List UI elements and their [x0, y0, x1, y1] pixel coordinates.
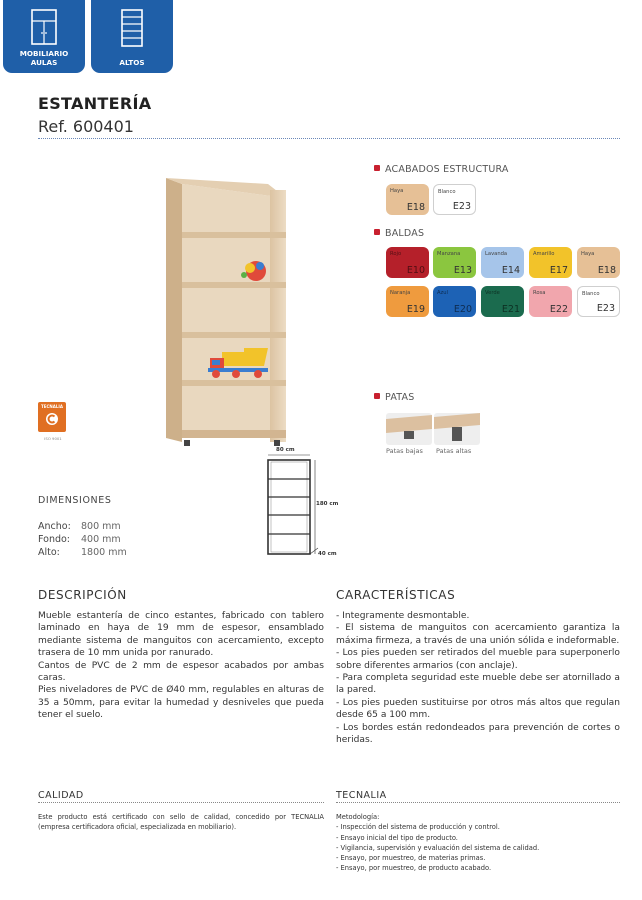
swatch-shelf-amarillo[interactable]: Amarillo E17	[529, 247, 572, 278]
tab-mobiliario-aulas[interactable]	[3, 0, 85, 73]
dimensions-title: DIMENSIONES	[38, 495, 112, 506]
tecnalia-badge: TECNALIA	[38, 402, 66, 432]
swatch-structure-blanco[interactable]: Blanco E23	[433, 184, 476, 215]
bookcase-icon	[121, 9, 143, 47]
dimension-row: Fondo: 400 mm	[38, 534, 121, 545]
leg-low-image[interactable]	[386, 413, 432, 445]
tecnalia-divider	[336, 802, 620, 803]
bullet-icon	[374, 393, 380, 399]
quality-divider	[38, 802, 324, 803]
bullet-icon	[374, 229, 380, 235]
title-divider	[38, 138, 620, 139]
tab-altos[interactable]	[91, 0, 173, 73]
list-item: - Los bordes están redondeados para prevención de cortes o heridas.	[336, 722, 620, 746]
list-item: - Vigilancia, supervisión y evaluación del sistema de calidad.	[336, 843, 540, 852]
dimension-row: Ancho: 800 mm	[38, 521, 121, 532]
diagram-height-label: 180 cm	[316, 501, 339, 507]
tecnalia-list: Metodología: - Inspección del sistema de producción y control. - Ensayo inicial del tipo de producto. - Vigilancia, supervisión y evaluación del sistema de calidad. - Ensayo, por muestreo, de materias primas. - Ensayo, por muestreo, de producto acabado.	[336, 812, 620, 874]
section-shelves: BALDAS	[374, 228, 424, 239]
description-title: DESCRIPCIÓN	[38, 588, 127, 602]
quality-text: Este producto está certificado con sello de calidad, concedido por TECNALIA (empresa certificadora oficial, especializada en mobiliario).	[38, 813, 324, 832]
section-legs: PATAS	[374, 392, 414, 403]
list-item: - Integramente desmontable.	[336, 611, 470, 621]
list-item: - Los pies pueden ser retirados del mueble para superponerlo sobre diferentes armarios (con anclaje).	[336, 648, 620, 671]
tecnalia-title: TECNALIA	[336, 790, 387, 801]
swatch-shelf-manzana[interactable]: Manzana E13	[433, 247, 476, 278]
list-item: - El sistema de manguitos con acercamiento garantiza la máxima firmeza, a través de una unión sólida e indeformable.	[336, 623, 620, 646]
list-item: - Ensayo inicial del tipo de producto.	[336, 833, 458, 842]
quality-title: CALIDAD	[38, 790, 84, 801]
tab-label: MOBILIARIO AULAS	[19, 49, 69, 67]
swatch-shelf-naranja[interactable]: Naranja E19	[386, 286, 429, 317]
swatch-shelf-verde[interactable]: Verde E21	[481, 286, 524, 317]
swatch-shelf-rosa[interactable]: Rosa E22	[529, 286, 572, 317]
list-item: - Inspección del sistema de producción y control.	[336, 823, 500, 832]
swatch-shelf-lavanda[interactable]: Lavanda E14	[481, 247, 524, 278]
swatch-shelf-azul[interactable]: Azul E20	[433, 286, 476, 317]
swatch-structure-haya[interactable]: Haya E18	[386, 184, 429, 215]
bullet-icon	[374, 165, 380, 171]
tab-label: ALTOS	[119, 58, 145, 67]
description-body: Mueble estantería de cinco estantes, fabricado con tablero laminado en haya de 19 mm de espesor, ensamblado mediante sistema de manguitos con acercamiento, excepto trasera de 10 mm unida por ranurado. Cantos de PVC de 2 mm de espesor acabados por ambas caras. Pies niveladores de PVC de Ø40 mm, regulables en alturas de 35 a 50mm, para evitar la humedad y desniveles que pueda tener el suelo.	[38, 611, 324, 721]
list-item: - Los pies pueden sustituirse por otros más altos que regulan desde 65 a 100 mm.	[336, 697, 620, 721]
list-item: - Ensayo, por muestreo, de materias primas.	[336, 854, 486, 863]
leg-high-image[interactable]	[434, 413, 480, 445]
dimension-row: Alto: 1800 mm	[38, 547, 127, 558]
leg-high-label: Patas altas	[436, 447, 472, 455]
product-image	[160, 176, 290, 448]
cabinet-icon	[31, 9, 57, 45]
characteristics-list	[336, 610, 620, 746]
product-ref: Ref. 600401	[38, 117, 134, 136]
section-structure-finishes: ACABADOS ESTRUCTURA	[374, 164, 509, 175]
diagram-width-label: 80 cm	[276, 447, 295, 453]
diagram-depth-label: 40 cm	[318, 551, 337, 557]
swatch-shelf-haya[interactable]: Haya E18	[577, 247, 620, 278]
certificate-seal-icon	[45, 412, 59, 426]
swatch-shelf-rojo[interactable]: Rojo E10	[386, 247, 429, 278]
swatch-shelf-blanco[interactable]: Blanco E23	[577, 286, 620, 317]
list-item: - Para completa seguridad este mueble debe ser atornillado a la pared.	[336, 673, 620, 696]
characteristics-title: CARACTERÍSTICAS	[336, 588, 456, 602]
badge-caption: ISO 9001	[44, 436, 62, 441]
leg-low-label: Patas bajas	[386, 447, 423, 455]
page-title: ESTANTERÍA	[38, 94, 152, 113]
list-item: - Ensayo, por muestreo, de producto acabado.	[336, 864, 492, 873]
